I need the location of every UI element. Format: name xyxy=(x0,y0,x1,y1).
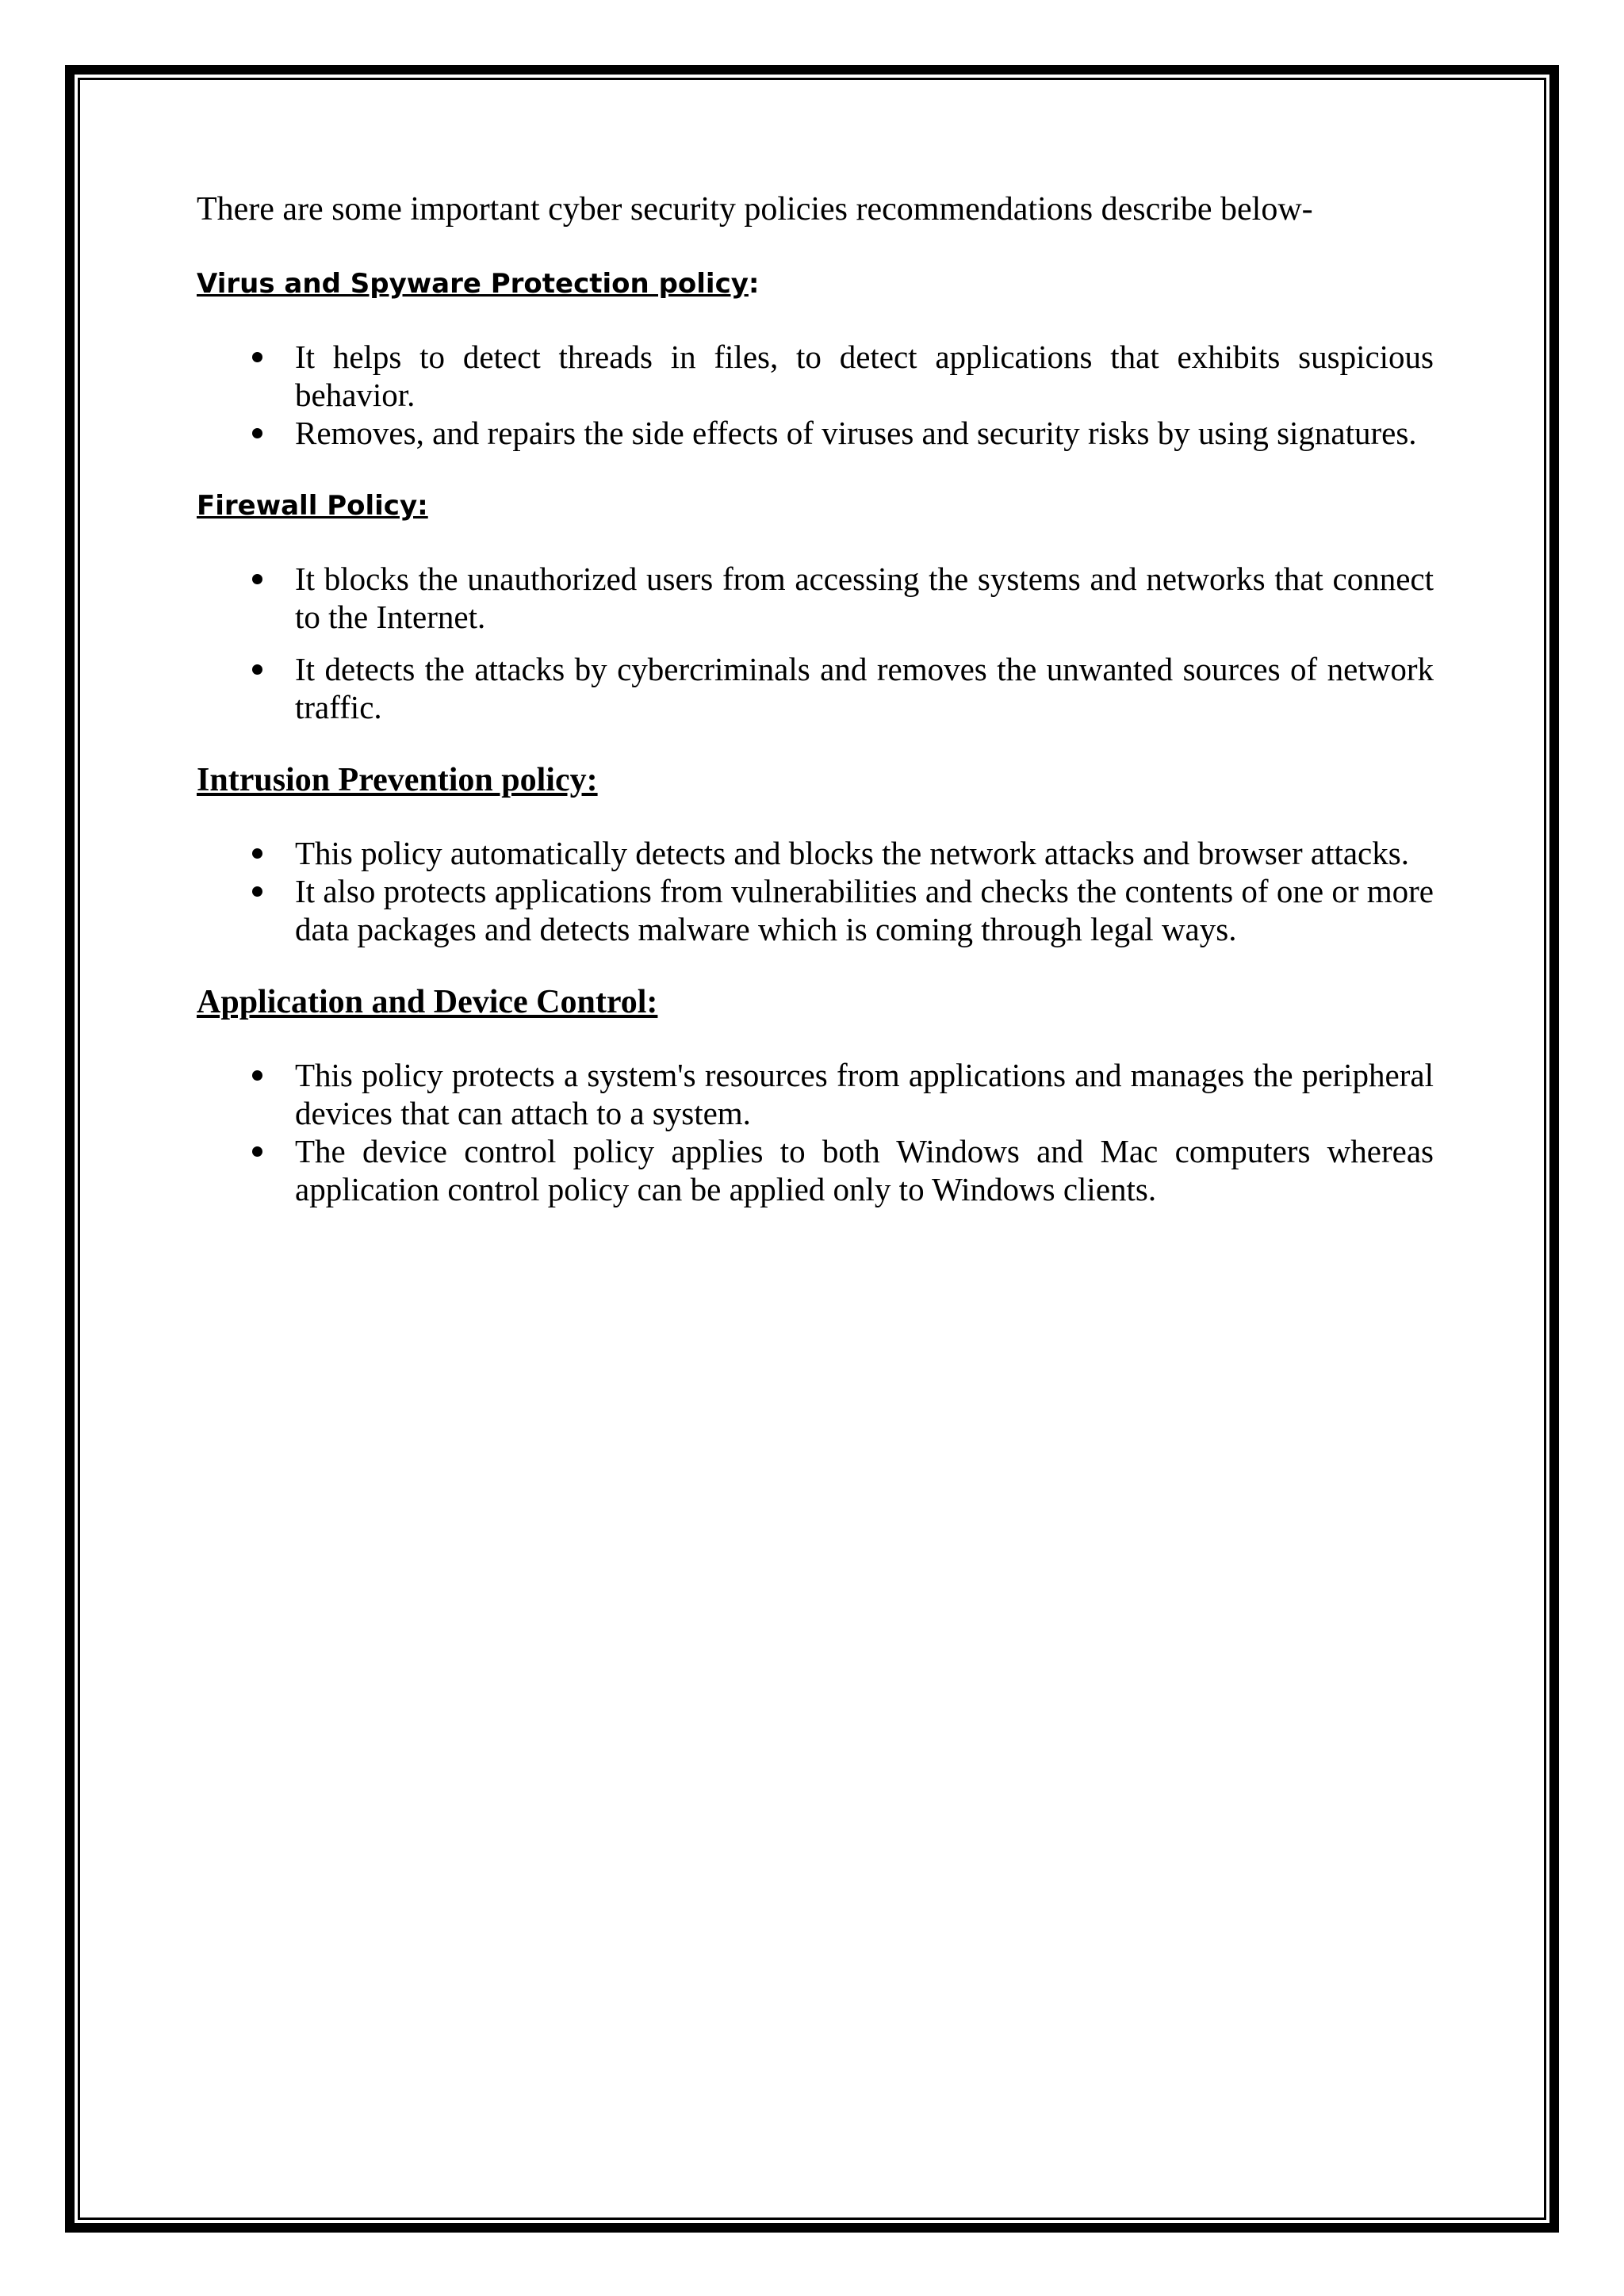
list-item-text: It helps to detect threads in files, to detect applications that exhibits suspicious behavior. xyxy=(295,339,1434,413)
document-body xyxy=(197,190,1434,1243)
section-heading-firewall-text: Firewall Policy: xyxy=(197,490,428,522)
list-item-text: This policy protects a system's resources from applications and manages the peripheral devices that can attach to a system. xyxy=(295,1057,1434,1131)
bullet-list-virus-spyware xyxy=(197,338,1434,452)
intro-paragraph: There are some important cyber security policies recommendations describe below- xyxy=(197,191,1313,228)
list-item xyxy=(197,414,1434,452)
list-item xyxy=(197,650,1434,726)
bullet-icon xyxy=(252,1146,262,1157)
section-heading-virus-spyware-colon: : xyxy=(748,268,760,300)
list-item-text: The device control policy applies to both Windows and Mac computers whereas application control policy can be applied only to Windows clients. xyxy=(295,1133,1434,1207)
list-item xyxy=(197,834,1434,872)
list-item-text: It detects the attacks by cybercriminals and removes the unwanted sources of network traffic. xyxy=(295,651,1434,725)
list-item xyxy=(197,338,1434,414)
list-item-text: Removes, and repairs the side effects of viruses and security risks by using signatures. xyxy=(295,415,1417,451)
bullet-icon xyxy=(252,352,262,362)
section-heading-virus-spyware xyxy=(197,265,1434,303)
list-item xyxy=(197,560,1434,636)
bullet-icon xyxy=(252,886,262,897)
section-heading-application-device-control: Application and Device Control: xyxy=(197,984,658,1020)
list-item xyxy=(197,1056,1434,1132)
bullet-icon xyxy=(252,428,262,438)
list-item-text: It also protects applications from vulnerabilities and checks the contents of one or more data packages and detects malware which is coming through legal ways. xyxy=(295,873,1434,947)
section-heading-virus-spyware-text: Virus and Spyware Protection policy xyxy=(197,268,749,300)
bullet-list-application-device-control xyxy=(197,1056,1434,1208)
list-item xyxy=(197,872,1434,948)
bullet-icon xyxy=(252,1070,262,1081)
bullet-icon xyxy=(252,664,262,675)
list-item-text: It blocks the unauthorized users from accessing the systems and networks that connect to the Internet. xyxy=(295,561,1434,635)
bullet-list-firewall xyxy=(197,560,1434,726)
bullet-list-intrusion-prevention xyxy=(197,834,1434,948)
section-heading-intrusion-prevention: Intrusion Prevention policy: xyxy=(197,762,598,798)
bullet-icon xyxy=(252,848,262,859)
list-item-text: This policy automatically detects and blocks the network attacks and browser attacks. xyxy=(295,835,1409,871)
bullet-icon xyxy=(252,574,262,584)
list-item xyxy=(197,1132,1434,1208)
section-heading-firewall xyxy=(197,487,1434,525)
